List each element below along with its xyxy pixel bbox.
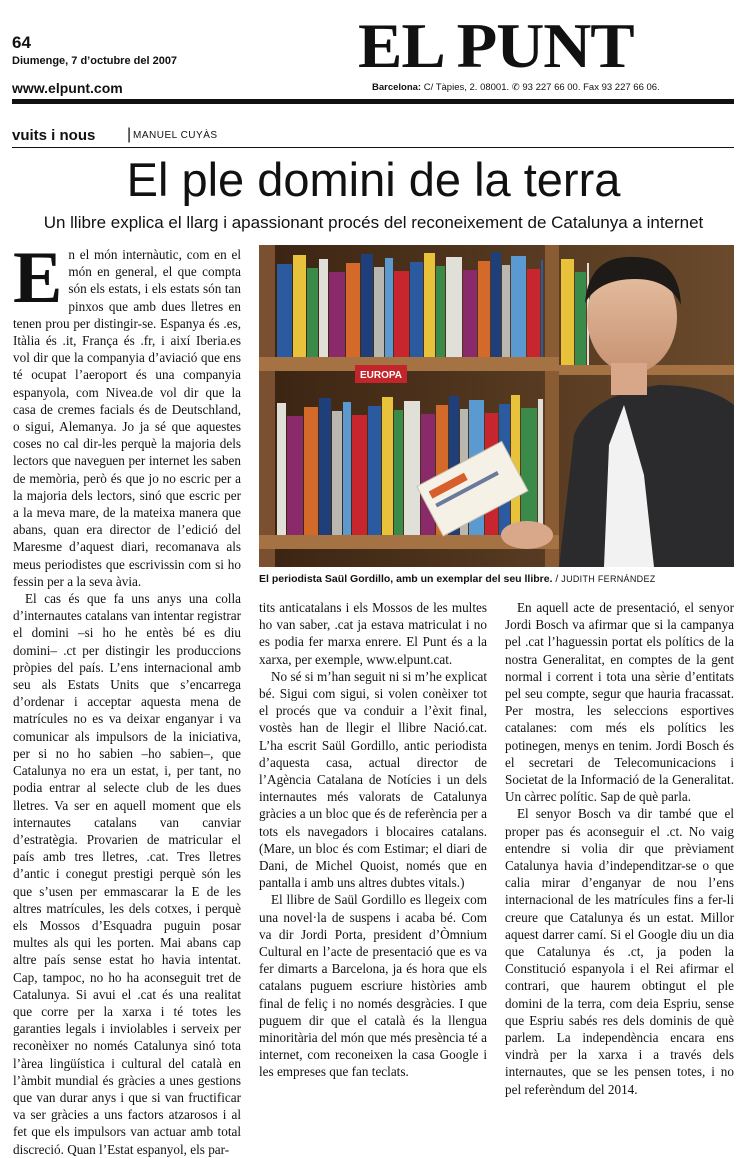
- book-spine: [385, 258, 393, 357]
- paragraph: [13, 237, 241, 590]
- paragraph: El llibre de Saül Gordillo es llegeix com una novel·la de suspens i acaba bé. Com va dir Jordi Porta, president d’Òmnium Cultural en l’acte de presentació que es va fer dimarts a Barcelona, ja és hora que els catalans puguem escriure històries amb final de feliç i no només desgràcies. I que puguem dir que el català és la llengua minoritària del món que més presència té a internet, com reconeixen la casa Google i les empreses que fan teclats.: [259, 892, 487, 1080]
- author-name: MANUEL CUYÀS: [133, 130, 218, 141]
- paragraph: tits anticatalans i els Mossos de les multes ho van saber, .cat ja estava matriculat i no es podia fer marxa enrere. El Punt és a la xarxa, per exemple, www.elpunt.cat.: [259, 600, 487, 667]
- article-title: El ple domini de la terra: [126, 153, 621, 206]
- website-url[interactable]: www.elpunt.com: [12, 80, 123, 96]
- book-spine: [502, 265, 510, 357]
- article-column-1: [13, 237, 241, 1158]
- book-spine: [511, 256, 526, 357]
- article-column-2: [259, 599, 487, 1081]
- address-city: Barcelona:: [372, 82, 422, 93]
- book-spine: [319, 398, 331, 535]
- book-spine: [538, 399, 543, 535]
- book-spine: [287, 416, 303, 535]
- book-spine: [277, 264, 292, 357]
- book-spine: [346, 263, 360, 357]
- section-name: vuits i nous: [12, 127, 96, 144]
- book-spine: [491, 252, 501, 357]
- book-spine: [446, 257, 462, 357]
- book-spine: [382, 397, 393, 535]
- book-spine: [293, 255, 306, 357]
- book-spine: [561, 259, 574, 365]
- book-spine: [329, 272, 345, 357]
- paragraph: No sé si m’han seguit ni si m’he explicat bé. Sigui com sigui, si volen conèixer tot el procés que va conduir a l’èxit final, vostès han de llegir el llibre Nació.cat. L’ha escrit Saül Gordillo, antic periodista d’aquesta casa, actual director de l’Agència Catalana de Notícies i un dels internautes més valorats de Catalunya gràcies a un bloc que és de referència per a tots els navegadors i blocaires catalans. (Mare, un bloc és com Estimar; el diari de Dani, de Michel Quoist, només que en pantalla i amb uns altres dubtes vitals.): [259, 668, 487, 891]
- drop-cap: E: [13, 237, 63, 319]
- paragraph: El cas és que fa uns anys una colla d’internautes catalans van intentar registrar el domini –si ho he entès bé es diu domini– .ct per distingir les produccions pròpies del país. L’ens internacional amb seu als Estats Units que s’encarrega d’ordenar i acceptar aquesta mena de matrícules no es va deixar enganyar i va comunicar als impulsors de la iniciativa, per si no ho sabien –ho sabien–, que Catalunya no era un estat, i, per tant, no podia entrar al selecte club de les dues lletres. Va ser en aquell moment que els internautes catalans van canviar d’estratègia. Provarien de matricular el país amb tres lletres, .cat. Tres lletres d’antic i conegut prestigi perquè són les que s’usen per emmascarar la E de les altres matrícules, les dels cotxes, i perquè els Mossos d’Esquadra puguin posar multes als qui les porten. Mai abans cap altre país sense estat ho havia intentat. Cap, tampoc, no ho ha aconseguit tret de Catalunya. Si avui el .cat és una realitat que corre per la xarxa i té totes les garanties legals i inviolables i serveix per reconèixer no només Catalunya sinó tota l’àrea lingüística i cultural del català en l’àmbit mundial és gràcies a unes gestions que van durar anys i que si van fructificar va ser gràcies a uns factors atzarosos i al fet que els impulsors van actuar amb total discreció. Quan l’Estat espanyol, els par-: [13, 591, 241, 1157]
- book-spine: [527, 269, 540, 357]
- book-spine: [319, 259, 328, 357]
- page-number: 64: [12, 33, 31, 52]
- issue-date: Diumenge, 7 d’octubre del 2007: [12, 55, 178, 67]
- book-spine: [394, 271, 409, 357]
- photo-credit: JUDITH FERNÁNDEZ: [561, 574, 656, 584]
- address-details: C/ Tàpies, 2. 08001. ✆ 93 227 66 00. Fax 93 227 66 06.: [421, 82, 660, 93]
- book-spine: [541, 260, 543, 357]
- newspaper-address: [372, 82, 660, 93]
- book-spine: [436, 266, 445, 357]
- paragraph: En aquell acte de presentació, el senyor Jordi Bosch va afirmar que si la campanya pel .cat l’haguessin portat els polítics de la nostra Generalitat, en comptes de la gent normal i corrent i tota una sèrie d’entitats pel seu compte, segur que hauria fracassat. Per mostra, les seleccions esportives catalanes: com més els polítics les potinegen, menys en tenim. Jordi Bosch és el secretari de Telecomunicacions i Societat de la Informació de la Generalitat. Un càrrec polític. Sap de què parla.: [505, 600, 734, 805]
- book-spine: [404, 401, 420, 535]
- book-spine: [332, 411, 342, 535]
- book-spine: [304, 407, 318, 535]
- section-separator: |: [127, 126, 132, 143]
- photo-caption: El periodista Saül Gordillo, amb un exemplar del seu llibre. / JUDITH FERNÁNDEZ: [259, 573, 656, 585]
- caption-text: El periodista Saül Gordillo, amb un exemplar del seu llibre.: [259, 573, 553, 585]
- book-spine: [343, 402, 351, 535]
- book-spine: [368, 406, 381, 535]
- book-spine: [361, 254, 373, 357]
- shelf-label: EUROPA: [359, 370, 403, 381]
- book-spine: [394, 410, 403, 535]
- header-rule: [12, 99, 734, 104]
- article-photo: [259, 245, 734, 567]
- paragraph: El senyor Bosch va dir també que el proper pas és aconseguir el .ct. No vaig entendre si volia dir que prèviament Catalunya havia d’independitzar-se o que calia mirar d’enganyar de nou l’ens internacional de les matrícules fins a fer-li creure que Catalunya és un estat. Millor aquest darrer camí. Si el Google diu un dia que Catalunya és .ct, ja poden la Constitució espanyola i el Rei afirmar el contrari, que haurem obtingut el ple domini de la terra, com deia Espriu, sense que Espriu sabés res dels dominis de què parlem. La independència encara ens vindrà per la xarxa i a través dels internautes, que se les pensen totes, i no pel referèndum del 2014.: [505, 806, 734, 1097]
- article-subtitle: Un llibre explica el llarg i apassionant procés del reconeixement de Catalunya a internet: [43, 213, 704, 232]
- book-spine: [307, 268, 318, 357]
- bookshelf-photo: [259, 245, 734, 567]
- newspaper-logo: EL PUNT: [358, 10, 634, 81]
- section-rule: [12, 147, 734, 148]
- book-spine: [424, 253, 435, 357]
- book-spine: [352, 415, 367, 535]
- book-spine: [521, 408, 537, 535]
- paragraph-text: n el món internàutic, com en el món en general, el que compta són els estats, i els estats són tan pinxos que amb dues lletres en tenen prou per distingir-se. Espanya és .es, Itàlia és .it, França és .fr, i així Iberia.es vol dir que la companyia d’aviació que ens té ocupat l’aeroport és una companyia espanyola, com Nivea.de vol dir que la casa de cremes facials és de Deutschland, o sigui, Alemanya. Jo ja sé que aquestes coses no cal dir-les perquè la majoria dels lectors que naveguen per internet les saben de memòria, però és que jo no escric per a la majoria dels lectors, sinó que escric per a la meva mare, de la mateixa manera que abans, quan era director de l’edició del Maresme d’aquest diari, recomanava als meus periodistes que escrivissin com si ho fessin per a la seva àvia.: [13, 247, 241, 589]
- book-spine: [374, 267, 384, 357]
- book-spine: [277, 403, 286, 535]
- article-column-3: [505, 599, 734, 1098]
- book-spine: [575, 272, 586, 365]
- book-spine: [478, 261, 490, 357]
- book-spine: [410, 262, 423, 357]
- book-spine: [463, 270, 477, 357]
